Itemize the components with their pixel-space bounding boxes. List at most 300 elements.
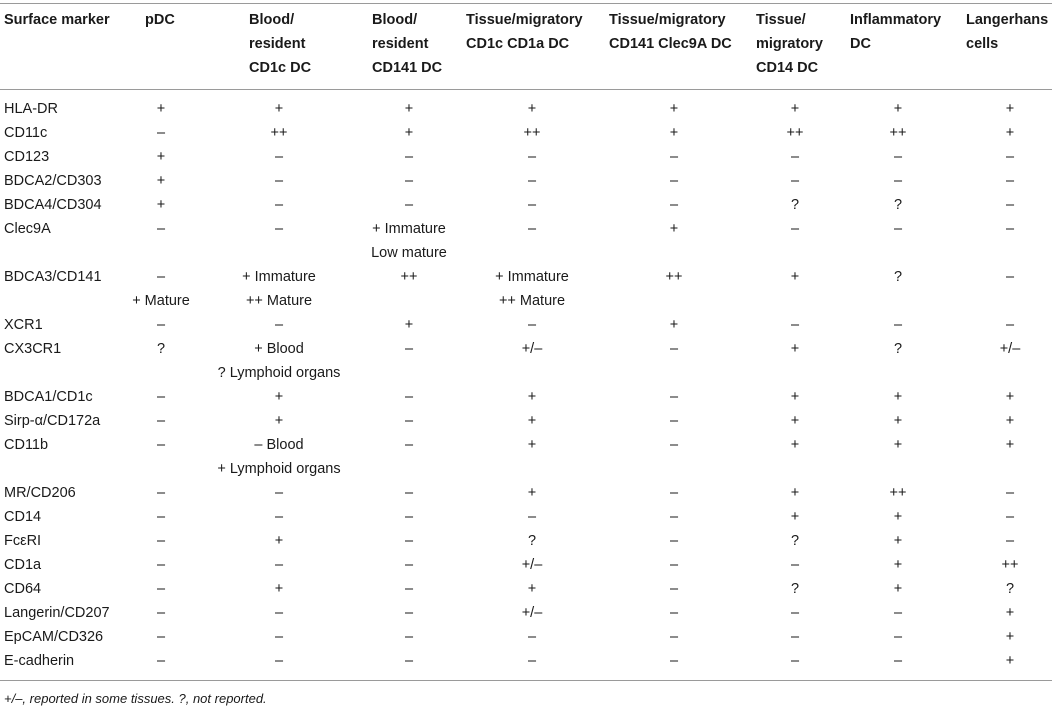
- cell-line: +: [893, 101, 903, 117]
- cell-line: –: [404, 581, 414, 597]
- cell-line: –: [669, 629, 679, 645]
- cell-line: +: [156, 173, 166, 189]
- marker-label: E-cadherin: [4, 653, 75, 669]
- table-cell: [666, 265, 683, 289]
- table-cell: [670, 577, 678, 601]
- header-line: Tissue/: [756, 12, 806, 28]
- cell-line: –: [893, 629, 903, 645]
- cell-line: –: [669, 581, 679, 597]
- cell-line: –: [893, 149, 903, 165]
- table-cell: [894, 265, 902, 289]
- bottom-rule: [0, 680, 1052, 681]
- cell-line: +: [669, 317, 679, 333]
- cell-line: + Immature: [372, 221, 446, 237]
- header-col-5: [609, 8, 732, 56]
- table-cell: [791, 553, 799, 577]
- cell-line: +: [404, 125, 414, 141]
- table-cell: [275, 409, 283, 433]
- cell-line: +: [274, 101, 284, 117]
- cell-line: + Mature: [132, 293, 190, 309]
- cell-line: –: [156, 533, 166, 549]
- table-cell: [522, 601, 543, 625]
- cell-line: –: [669, 437, 679, 453]
- cell-line: ?: [527, 533, 537, 549]
- table-cell: [1002, 553, 1019, 577]
- cell-line: ?: [790, 197, 800, 213]
- table-cell: [894, 385, 902, 409]
- table-cell: [524, 121, 541, 145]
- cell-line: –: [1005, 149, 1015, 165]
- header-line: Tissue/migratory: [466, 12, 583, 28]
- table-cell: [670, 481, 678, 505]
- marker-label: BDCA2/CD303: [4, 173, 102, 189]
- table-cell: [894, 169, 902, 193]
- table-cell: [528, 385, 536, 409]
- table-cell: [405, 577, 413, 601]
- cell-line: + Blood: [254, 341, 304, 357]
- cell-line: +: [156, 149, 166, 165]
- cell-line: ++: [889, 485, 907, 501]
- table-cell: [157, 433, 165, 457]
- table-header: [0, 8, 1052, 88]
- table-cell: [157, 481, 165, 505]
- cell-line: –: [156, 557, 166, 573]
- cell-line: –: [669, 533, 679, 549]
- header-line: CD141 DC: [372, 60, 443, 76]
- table-cell: [275, 145, 283, 169]
- table-cell: [1006, 481, 1014, 505]
- cell-line: –: [527, 509, 537, 525]
- table-cell: [157, 313, 165, 337]
- table-cell: [670, 553, 678, 577]
- header-col-1: [145, 8, 175, 32]
- cell-line: –: [1005, 221, 1015, 237]
- table-cell: [670, 193, 678, 217]
- cell-line: +: [790, 509, 800, 525]
- cell-line: +: [274, 533, 284, 549]
- table-cell: [894, 145, 902, 169]
- table-cell: [1006, 121, 1014, 145]
- cell-line: –: [669, 389, 679, 405]
- cell-line: –: [1005, 173, 1015, 189]
- cell-line: +: [527, 437, 537, 453]
- cell-line: +: [274, 581, 284, 597]
- cell-line: –: [156, 581, 166, 597]
- table-cell: [791, 409, 799, 433]
- cell-line: –: [790, 173, 800, 189]
- cell-line: –: [527, 629, 537, 645]
- table-cell: [405, 625, 413, 649]
- table-cell: [894, 433, 902, 457]
- table-cell: [405, 601, 413, 625]
- table-cell: [670, 433, 678, 457]
- cell-line: ?: [1005, 581, 1015, 597]
- cell-line: –: [404, 173, 414, 189]
- table-cell: [894, 313, 902, 337]
- cell-line: Low mature: [371, 245, 447, 261]
- cell-line: –: [156, 509, 166, 525]
- cell-line: +: [1005, 413, 1015, 429]
- table-cell: [405, 553, 413, 577]
- cell-line: ++: [400, 269, 418, 285]
- cell-line: +: [893, 509, 903, 525]
- marker-label: Langerin/CD207: [4, 605, 110, 621]
- top-rule: [0, 3, 1052, 4]
- cell-line: –: [156, 221, 166, 237]
- header-rule: [0, 89, 1052, 90]
- table-cell: [157, 145, 165, 169]
- header-line: Inflammatory: [850, 12, 942, 28]
- table-cell: [275, 313, 283, 337]
- cell-line: –: [1005, 269, 1015, 285]
- table-cell: [894, 649, 902, 673]
- table-cell: [890, 481, 907, 505]
- table-cell: [528, 145, 536, 169]
- cell-line: ?: [790, 581, 800, 597]
- table-cell: [275, 169, 283, 193]
- cell-line: ?: [156, 341, 166, 357]
- table-cell: [157, 577, 165, 601]
- cell-line: +: [527, 485, 537, 501]
- table-cell: [528, 169, 536, 193]
- cell-line: +: [404, 101, 414, 117]
- cell-line: –: [156, 437, 166, 453]
- table-cell: [894, 97, 902, 121]
- marker-label: CD14: [4, 509, 42, 525]
- cell-line: ++: [523, 125, 541, 141]
- table-cell: [275, 601, 283, 625]
- header-line: migratory: [756, 36, 823, 52]
- table-cell: [894, 337, 902, 361]
- table-cell: [1006, 649, 1014, 673]
- cell-line: ++: [665, 269, 683, 285]
- cell-line: –: [404, 557, 414, 573]
- cell-line: –: [669, 413, 679, 429]
- table-cell: [670, 169, 678, 193]
- marker-label: Clec9A: [4, 221, 51, 237]
- cell-line: –: [404, 605, 414, 621]
- table-cell: [1006, 313, 1014, 337]
- table-cell: [157, 169, 165, 193]
- cell-line: –: [669, 149, 679, 165]
- table-cell: [157, 97, 165, 121]
- table-cell: [157, 649, 165, 673]
- table-cell: [275, 625, 283, 649]
- table-cell: [1006, 529, 1014, 553]
- cell-line: –: [274, 317, 284, 333]
- cell-line: ++ Mature: [245, 293, 313, 309]
- table-cell: [157, 121, 165, 145]
- cell-line: –: [404, 341, 414, 357]
- cell-line: –: [669, 653, 679, 669]
- table-cell: [275, 193, 283, 217]
- cell-line: +: [404, 317, 414, 333]
- cell-line: –: [274, 173, 284, 189]
- table-cell: [1006, 409, 1014, 433]
- cell-line: –: [404, 149, 414, 165]
- cell-line: –: [669, 557, 679, 573]
- table-cell: [1006, 217, 1014, 241]
- header-col-7: [850, 8, 941, 56]
- marker-label: MR/CD206: [4, 485, 76, 501]
- header-line: resident: [372, 36, 429, 52]
- cell-line: +: [156, 197, 166, 213]
- cell-line: –: [790, 149, 800, 165]
- cell-line: –: [274, 485, 284, 501]
- cell-line: ?: [790, 533, 800, 549]
- cell-line: –: [404, 533, 414, 549]
- cell-line: +: [893, 413, 903, 429]
- header-line: Langerhans: [966, 12, 1049, 28]
- table-cell: [670, 145, 678, 169]
- table-cell: [791, 649, 799, 673]
- table-cell: [528, 193, 536, 217]
- table-cell: [1006, 169, 1014, 193]
- cell-line: +: [790, 389, 800, 405]
- cell-line: –: [156, 389, 166, 405]
- cell-line: –: [893, 605, 903, 621]
- table-cell: [528, 433, 536, 457]
- cell-line: + Immature: [242, 269, 316, 285]
- cell-line: +: [669, 101, 679, 117]
- table-cell: [791, 481, 799, 505]
- cell-line: ?: [893, 341, 903, 357]
- cell-line: –: [527, 149, 537, 165]
- table-cell: [157, 217, 165, 241]
- marker-label: HLA-DR: [4, 101, 58, 117]
- cell-line: –: [156, 629, 166, 645]
- cell-line: –: [404, 485, 414, 501]
- cell-line: +: [790, 101, 800, 117]
- table-cell: [157, 625, 165, 649]
- cell-line: + Lymphoid organs: [217, 461, 341, 477]
- header-col-2: [249, 8, 311, 80]
- table-cell: [670, 313, 678, 337]
- cell-line: –: [893, 173, 903, 189]
- cell-line: –: [527, 653, 537, 669]
- cell-line: –: [404, 629, 414, 645]
- cell-line: +: [527, 389, 537, 405]
- table-cell: [1006, 625, 1014, 649]
- marker-label: CD123: [4, 149, 50, 165]
- table-cell: [157, 529, 165, 553]
- table-cell: [670, 217, 678, 241]
- table-cell: [1006, 145, 1014, 169]
- marker-label: FcεRI: [4, 533, 42, 549]
- table-cell: [405, 481, 413, 505]
- table-cell: [894, 193, 902, 217]
- header-line: CD1c CD1a DC: [466, 36, 570, 52]
- cell-line: ?: [893, 269, 903, 285]
- table-cell: [894, 529, 902, 553]
- table-cell: [405, 193, 413, 217]
- header-col-4: [466, 8, 583, 56]
- table-cell: [791, 193, 799, 217]
- cell-line: –: [527, 197, 537, 213]
- cell-line: –: [527, 317, 537, 333]
- cell-line: + Immature: [495, 269, 569, 285]
- cell-line: –: [790, 605, 800, 621]
- cell-line: –: [156, 317, 166, 333]
- table-cell: [522, 337, 543, 361]
- table-cell: [528, 313, 536, 337]
- cell-line: +/–: [521, 341, 543, 357]
- cell-line: +: [790, 485, 800, 501]
- table-cell: [522, 553, 543, 577]
- cell-line: –: [790, 629, 800, 645]
- table-cell: [1006, 193, 1014, 217]
- table-cell: [1006, 265, 1014, 289]
- table-cell: [1006, 97, 1014, 121]
- table-cell: [405, 337, 413, 361]
- table-cell: [670, 649, 678, 673]
- cell-line: +: [1005, 653, 1015, 669]
- table-cell: [528, 97, 536, 121]
- marker-label: BDCA3/CD141: [4, 269, 102, 285]
- table-cell: [275, 649, 283, 673]
- cell-line: –: [1005, 485, 1015, 501]
- header-col-8: [966, 8, 1048, 56]
- table-cell: [405, 505, 413, 529]
- table-cell: [217, 433, 340, 481]
- cell-line: +: [893, 581, 903, 597]
- table-cell: [405, 169, 413, 193]
- cell-line: –: [669, 173, 679, 189]
- cell-line: –: [404, 653, 414, 669]
- marker-label: EpCAM/CD326: [4, 629, 104, 645]
- table-cell: [528, 577, 536, 601]
- table-cell: [670, 625, 678, 649]
- table-cell: [670, 337, 678, 361]
- table-cell: [670, 409, 678, 433]
- table-footnote: +/–, reported in some tissues. ?, not reported.: [4, 691, 267, 706]
- header-line: DC: [850, 36, 871, 52]
- table-cell: [242, 265, 316, 313]
- header-line: Blood/: [372, 12, 418, 28]
- table-cell: [894, 625, 902, 649]
- table-cell: [791, 625, 799, 649]
- cell-line: +: [790, 269, 800, 285]
- cell-line: –: [274, 509, 284, 525]
- cell-line: +: [156, 101, 166, 117]
- cell-line: +: [1005, 389, 1015, 405]
- cell-line: +: [790, 437, 800, 453]
- header-line: Tissue/migratory: [609, 12, 726, 28]
- cell-line: +: [669, 221, 679, 237]
- cell-line: +: [1005, 125, 1015, 141]
- cell-line: –: [274, 629, 284, 645]
- table-cell: [791, 313, 799, 337]
- table-cell: [791, 337, 799, 361]
- cell-line: +: [1005, 437, 1015, 453]
- cell-line: ?: [893, 197, 903, 213]
- cell-line: –: [790, 317, 800, 333]
- header-line: pDC: [145, 12, 175, 28]
- cell-line: +: [790, 341, 800, 357]
- marker-label: CX3CR1: [4, 341, 62, 357]
- table-cell: [670, 601, 678, 625]
- cell-line: – Blood: [254, 437, 304, 453]
- cell-line: –: [893, 317, 903, 333]
- table-cell: [401, 265, 418, 289]
- table-cell: [1000, 337, 1021, 361]
- cell-line: –: [404, 509, 414, 525]
- table-cell: [528, 505, 536, 529]
- header-col-6: [756, 8, 823, 80]
- table-cell: [528, 649, 536, 673]
- cell-line: –: [274, 197, 284, 213]
- table-cell: [894, 601, 902, 625]
- table-cell: [405, 649, 413, 673]
- cell-line: ? Lymphoid organs: [217, 365, 341, 381]
- table-cell: [275, 385, 283, 409]
- table-cell: [495, 265, 569, 313]
- header-surface-marker: [4, 8, 110, 32]
- table-cell: [1006, 601, 1014, 625]
- cell-line: –: [1005, 533, 1015, 549]
- table-cell: [791, 385, 799, 409]
- header-line: Surface marker: [4, 12, 110, 28]
- marker-label: CD64: [4, 581, 42, 597]
- table-cell: [218, 337, 341, 385]
- marker-label: CD11b: [4, 437, 49, 453]
- cell-line: –: [274, 557, 284, 573]
- table-cell: [405, 409, 413, 433]
- cell-line: –: [1005, 509, 1015, 525]
- table-cell: [275, 481, 283, 505]
- table-cell: [791, 169, 799, 193]
- marker-label: CD11c: [4, 125, 48, 141]
- cell-line: –: [669, 341, 679, 357]
- marker-label: XCR1: [4, 317, 43, 333]
- cell-line: –: [790, 557, 800, 573]
- table-cell: [791, 505, 799, 529]
- table-cell: [405, 121, 413, 145]
- cell-line: –: [669, 605, 679, 621]
- table-cell: [670, 529, 678, 553]
- cell-line: +: [669, 125, 679, 141]
- cell-line: –: [156, 125, 166, 141]
- cell-line: +/–: [999, 341, 1021, 357]
- cell-line: +: [1005, 101, 1015, 117]
- cell-line: –: [274, 221, 284, 237]
- cell-line: –: [274, 605, 284, 621]
- cell-line: +: [893, 437, 903, 453]
- table-cell: [791, 601, 799, 625]
- table-cell: [371, 217, 447, 265]
- cell-line: –: [893, 653, 903, 669]
- cell-line: –: [274, 149, 284, 165]
- table-cell: [157, 505, 165, 529]
- cell-line: –: [527, 221, 537, 237]
- table-cell: [894, 409, 902, 433]
- cell-line: +: [893, 557, 903, 573]
- cell-line: +: [790, 413, 800, 429]
- cell-line: +/–: [521, 557, 543, 573]
- cell-line: –: [156, 269, 166, 285]
- table-cell: [157, 601, 165, 625]
- table-cell: [791, 97, 799, 121]
- cell-line: ++: [889, 125, 907, 141]
- table-cell: [1006, 385, 1014, 409]
- table-cell: [157, 409, 165, 433]
- cell-line: –: [790, 221, 800, 237]
- header-line: cells: [966, 36, 999, 52]
- header-line: Blood/: [249, 12, 295, 28]
- table-cell: [157, 193, 165, 217]
- cell-line: –: [156, 653, 166, 669]
- table-cell: [528, 409, 536, 433]
